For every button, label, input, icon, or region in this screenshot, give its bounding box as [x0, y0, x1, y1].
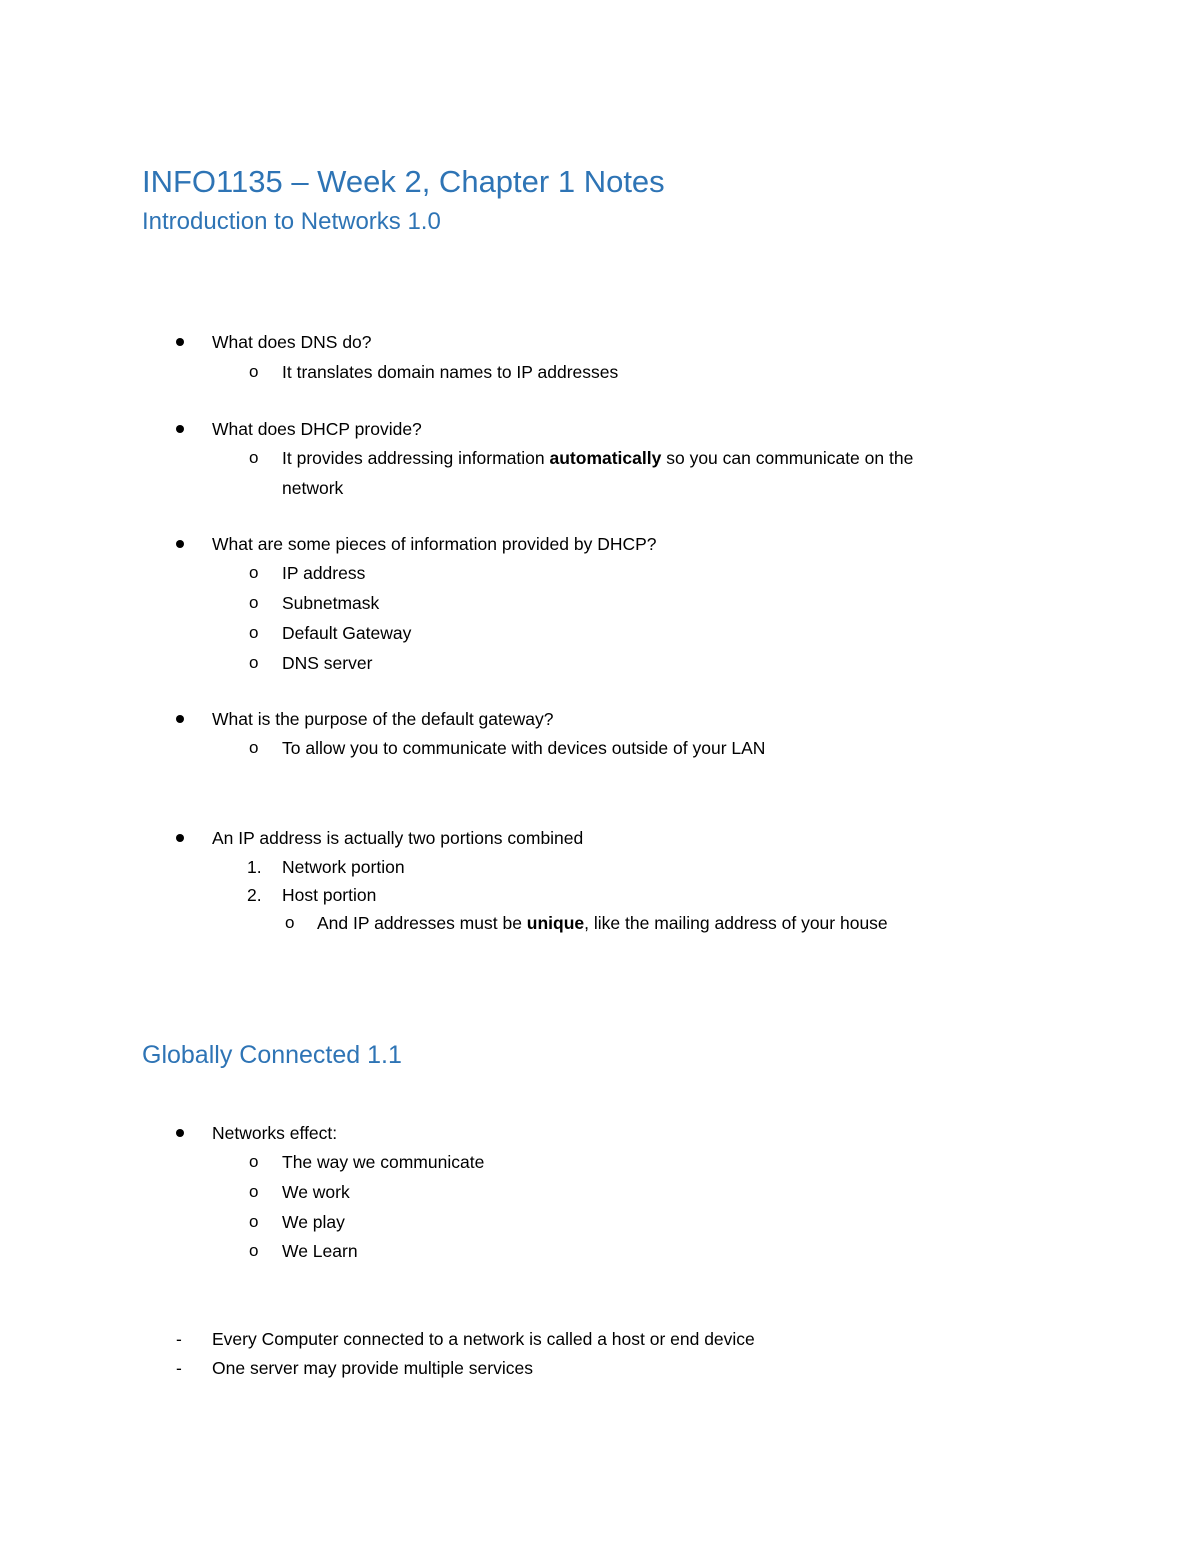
- q3-item: DNS server: [282, 653, 373, 673]
- section-heading: Globally Connected 1.1: [142, 1041, 402, 1069]
- q4-answer: To allow you to communicate with devices outside of your LAN: [282, 738, 766, 758]
- circle-marker: o: [249, 738, 259, 757]
- circle-marker: o: [249, 563, 259, 582]
- circle-marker: o: [249, 1152, 259, 1171]
- q2-answer-continued: network: [282, 478, 344, 498]
- ip-portion-1: Network portion: [282, 857, 405, 877]
- circle-marker: o: [249, 1182, 259, 1201]
- bullet-dot: [176, 540, 184, 548]
- q3-item: Default Gateway: [282, 623, 412, 643]
- q4-question: What is the purpose of the default gateway?: [212, 709, 554, 729]
- number-marker: 1.: [247, 857, 262, 877]
- dash-marker: -: [176, 1329, 182, 1349]
- circle-marker: o: [249, 362, 259, 381]
- dash-item: Every Computer connected to a network is called a host or end device: [212, 1329, 755, 1349]
- bullet-dot: [176, 425, 184, 433]
- q2-question: What does DHCP provide?: [212, 419, 422, 439]
- circle-marker: o: [249, 448, 259, 467]
- dash-marker: -: [176, 1358, 182, 1378]
- circle-marker: o: [249, 1241, 259, 1260]
- effects-item: We work: [282, 1182, 350, 1202]
- bullet-dot: [176, 1129, 184, 1137]
- q3-item: IP address: [282, 563, 366, 583]
- q2-answer: [282, 446, 913, 470]
- bullet-dot: [176, 338, 184, 346]
- q2-answer-end: so you can communicate on the: [661, 448, 914, 468]
- q3-question: What are some pieces of information provided by DHCP?: [212, 534, 657, 554]
- effects-heading: Networks effect:: [212, 1123, 338, 1143]
- q1-question: What does DNS do?: [212, 332, 372, 352]
- circle-marker: o: [249, 623, 259, 642]
- effects-item: We play: [282, 1212, 345, 1232]
- circle-marker: o: [249, 653, 259, 672]
- q1-answer: It translates domain names to IP addresses: [282, 362, 619, 382]
- document-title: INFO1135 – Week 2, Chapter 1 Notes: [142, 164, 665, 199]
- effects-item: The way we communicate: [282, 1152, 485, 1172]
- number-marker: 2.: [247, 885, 262, 905]
- q3-item: Subnetmask: [282, 593, 380, 613]
- ip-note-start: And IP addresses must be: [317, 913, 527, 933]
- circle-marker: o: [249, 593, 259, 612]
- circle-marker: o: [285, 913, 295, 932]
- q2-answer-start: It provides addressing information: [282, 448, 550, 468]
- circle-marker: o: [249, 1212, 259, 1231]
- ip-note: [317, 911, 888, 935]
- ip-note-end: , like the mailing address of your house: [584, 913, 888, 933]
- ip-note-emphasis: unique: [526, 913, 585, 933]
- effects-item: We Learn: [282, 1241, 358, 1261]
- bullet-dot: [176, 715, 184, 723]
- q2-answer-emphasis: automatically: [549, 448, 662, 468]
- dash-item: One server may provide multiple services: [212, 1358, 533, 1378]
- ip-portion-2: Host portion: [282, 885, 377, 905]
- document-subtitle: Introduction to Networks 1.0: [142, 208, 441, 235]
- ip-statement: An IP address is actually two portions combined: [212, 828, 584, 848]
- bullet-dot: [176, 834, 184, 842]
